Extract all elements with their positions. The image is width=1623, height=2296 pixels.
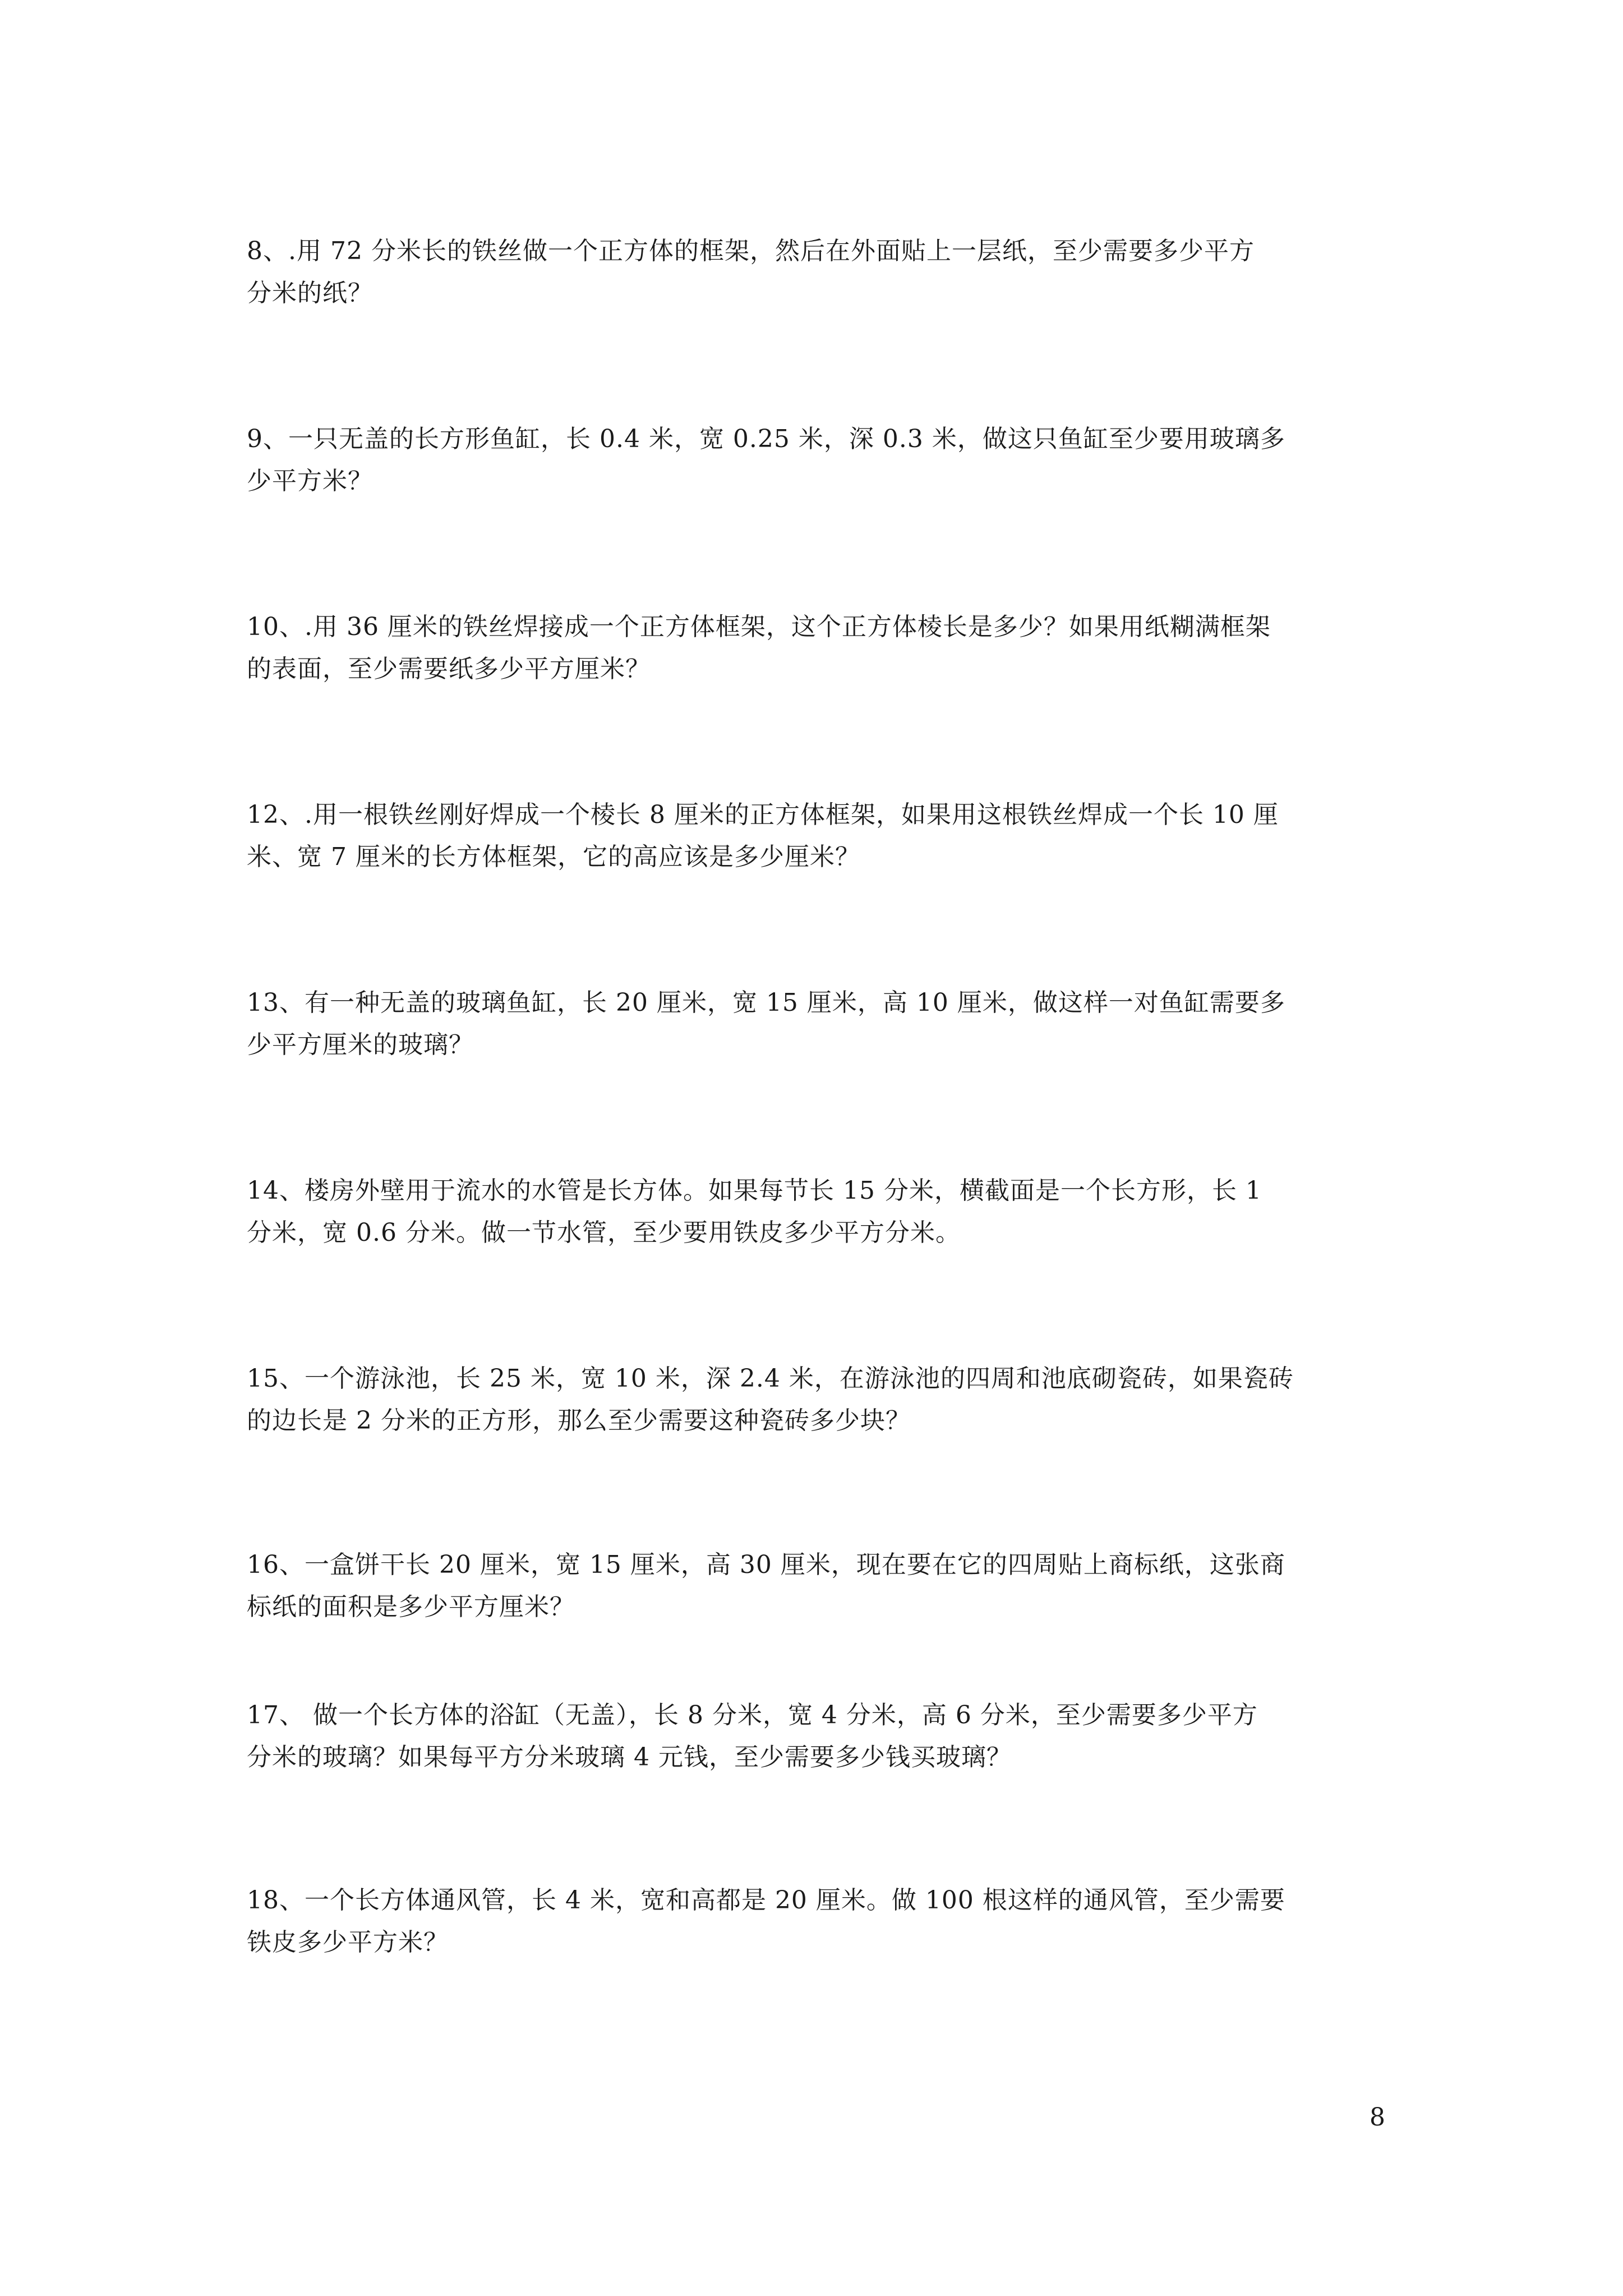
- problem-10: [247, 606, 1391, 690]
- problem-line: 铁皮多少平方米？: [247, 1928, 449, 1957]
- problem-line: 14、楼房外壁用于流水的水管是长方体。如果每节长 15 分米，横截面是一个长方形，长 1: [247, 1176, 1262, 1205]
- problem-15: [247, 1358, 1391, 1442]
- problem-14: [247, 1170, 1391, 1254]
- problem-line: 18、一个长方体通风管，长 4 米，宽和高都是 20 厘米。做 100 根这样的通风管，至少需要: [247, 1886, 1285, 1915]
- problem-line: 12、.用一根铁丝刚好焊成一个棱长 8 厘米的正方体框架，如果用这根铁丝焊成一个长 10 厘: [247, 800, 1279, 829]
- problem-12: [247, 794, 1391, 878]
- problem-8: [247, 230, 1391, 314]
- problem-16: [247, 1544, 1391, 1628]
- problem-line: 分米的纸？: [247, 279, 373, 307]
- problem-line: 17、 做一个长方体的浴缸（无盖），长 8 分米，宽 4 分米，高 6 分米，至少需要多少平方: [247, 1701, 1258, 1729]
- problem-17: [247, 1694, 1391, 1778]
- problem-line: 15、一个游泳池，长 25 米，宽 10 米，深 2.4 米，在游泳池的四周和池底砌瓷砖，如果瓷砖: [247, 1364, 1294, 1393]
- problem-line: 米、宽 7 厘米的长方体框架，它的高应该是多少厘米？: [247, 843, 860, 871]
- problem-line: 分米的玻璃？如果每平方分米玻璃 4 元钱，至少需要多少钱买玻璃？: [247, 1743, 1012, 1772]
- problem-line: 分米，宽 0.6 分米。做一节水管，至少要用铁皮多少平方分米。: [247, 1218, 961, 1247]
- problem-18: [247, 1879, 1391, 1963]
- problem-line: 少平方米？: [247, 467, 373, 495]
- problem-line: 的表面，至少需要纸多少平方厘米？: [247, 655, 651, 683]
- page-number: 8: [1370, 2103, 1385, 2132]
- problem-line: 标纸的面积是多少平方厘米？: [247, 1593, 575, 1621]
- problem-line: 9、一只无盖的长方形鱼缸，长 0.4 米，宽 0.25 米，深 0.3 米，做这只鱼缸至少要用玻璃多: [247, 425, 1285, 453]
- problem-line: 10、.用 36 厘米的铁丝焊接成一个正方体框架，这个正方体棱长是多少？如果用纸糊满框架: [247, 613, 1271, 641]
- problem-13: [247, 982, 1391, 1066]
- problem-line: 少平方厘米的玻璃？: [247, 1030, 474, 1059]
- problem-line: 13、有一种无盖的玻璃鱼缸，长 20 厘米，宽 15 厘米，高 10 厘米，做这样一对鱼缸需要多: [247, 988, 1285, 1017]
- problem-line: 的边长是 2 分米的正方形，那么至少需要这种瓷砖多少块？: [247, 1406, 911, 1435]
- problem-line: 8、.用 72 分米长的铁丝做一个正方体的框架，然后在外面贴上一层纸，至少需要多少平方: [247, 237, 1255, 265]
- problem-line: 16、一盒饼干长 20 厘米，宽 15 厘米，高 30 厘米，现在要在它的四周贴上商标纸，这张商: [247, 1550, 1285, 1579]
- problem-9: [247, 418, 1391, 502]
